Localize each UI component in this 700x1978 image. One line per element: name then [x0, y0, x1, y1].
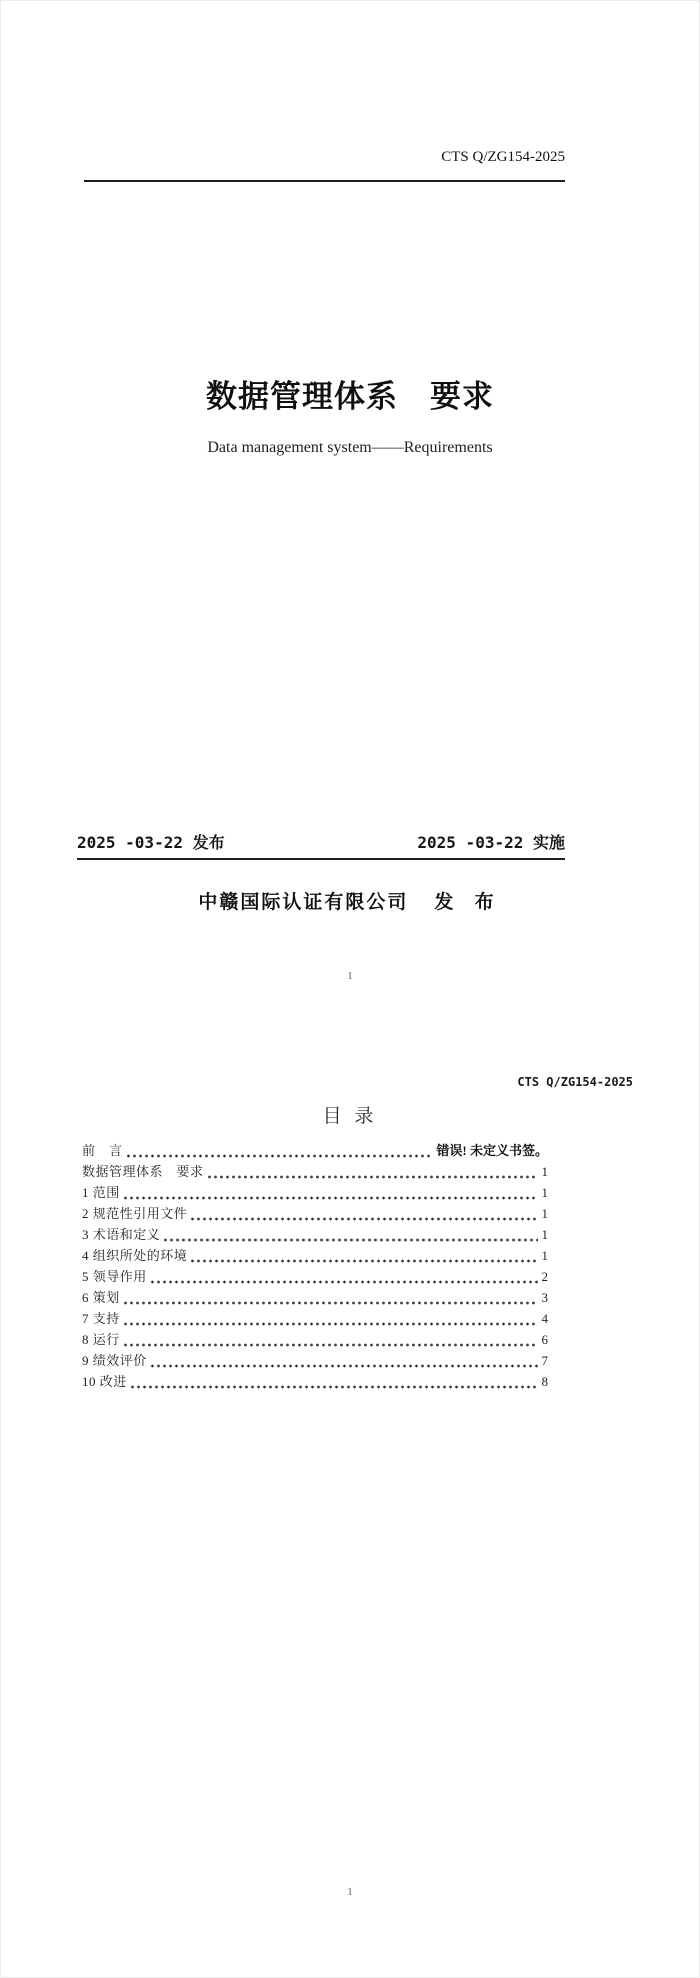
toc-dot-leader [127, 1154, 433, 1158]
toc-entry-page: 1 [541, 1164, 548, 1179]
toc-dot-leader [164, 1238, 537, 1242]
dates-rule [77, 858, 565, 860]
toc-entry-label: 3 术语和定义 [82, 1227, 161, 1242]
publish-label: 发 布 [434, 892, 502, 913]
toc-entry [82, 1329, 548, 1350]
dates-row [77, 831, 565, 855]
toc-entry-label: 7 支持 [82, 1311, 120, 1326]
toc-dot-leader [151, 1280, 538, 1284]
toc-entry [82, 1245, 548, 1266]
toc-dot-leader [131, 1385, 538, 1389]
toc-entry [82, 1287, 548, 1308]
toc-dot-leader [124, 1343, 538, 1347]
toc-dot-leader [191, 1217, 537, 1221]
toc-entry-label: 1 范围 [82, 1185, 120, 1200]
toc-entry-page: 1 [541, 1248, 548, 1263]
header-rule [84, 180, 565, 182]
toc-entry-label: 6 策划 [82, 1290, 120, 1305]
toc-entry-label: 数据管理体系 要求 [82, 1164, 204, 1179]
toc-entry-label: 4 组织所处的环境 [82, 1248, 188, 1263]
toc-entry [82, 1182, 548, 1203]
toc-entry-label: 前 言 [82, 1143, 123, 1158]
toc-entry-label: 9 绩效评价 [82, 1353, 147, 1368]
toc-entry-page: 4 [541, 1311, 548, 1326]
publisher-name: 中赣国际认证有限公司 [198, 892, 409, 913]
toc-dot-leader [191, 1259, 537, 1263]
toc-entry [82, 1308, 548, 1329]
toc-entry-page: 6 [541, 1332, 548, 1347]
toc-dot-leader [151, 1364, 538, 1368]
toc-entry-label: 8 运行 [82, 1332, 120, 1347]
toc-entry [82, 1224, 548, 1245]
toc-entry [82, 1350, 548, 1371]
document-subtitle-en: Data management system——Requirements [207, 439, 493, 456]
toc-dot-leader [124, 1322, 538, 1326]
toc-dot-leader [124, 1301, 538, 1305]
toc-entry-page: 8 [541, 1374, 548, 1389]
toc-entry-page: 1 [541, 1185, 548, 1200]
toc-entry-label: 5 领导作用 [82, 1269, 147, 1284]
toc-entry [82, 1203, 548, 1224]
issue-date: 2025 -03-22 发布 [77, 833, 225, 852]
toc-entry-page: 1 [541, 1227, 548, 1242]
toc-entry-page: 7 [541, 1353, 548, 1368]
toc-entry [82, 1371, 548, 1392]
toc-entry-page: 错误! 未定义书签。 [436, 1143, 548, 1158]
toc-entry [82, 1266, 548, 1287]
page-number: 1 [347, 970, 353, 982]
toc-entry-label: 10 改进 [82, 1374, 127, 1389]
toc-entry-page: 3 [541, 1290, 548, 1305]
publisher-row [0, 889, 700, 917]
toc-entry [82, 1161, 548, 1182]
toc-list [82, 1140, 548, 1392]
implementation-date: 2025 -03-22 实施 [417, 833, 565, 852]
document-title: 数据管理体系 要求 [206, 379, 494, 414]
toc-entry-page: 1 [541, 1206, 548, 1221]
toc-dot-leader [124, 1196, 538, 1200]
document-code: CTS Q/ZG154-2025 [441, 149, 565, 165]
toc-dot-leader [208, 1175, 538, 1179]
toc-entry [82, 1140, 548, 1161]
toc-title: 目 录 [322, 1106, 378, 1127]
toc-entry-label: 2 规范性引用文件 [82, 1206, 188, 1221]
toc-entry-page: 2 [541, 1269, 548, 1284]
page-number: 1 [347, 1886, 353, 1898]
document-code: CTS Q/ZG154-2025 [517, 1075, 633, 1089]
